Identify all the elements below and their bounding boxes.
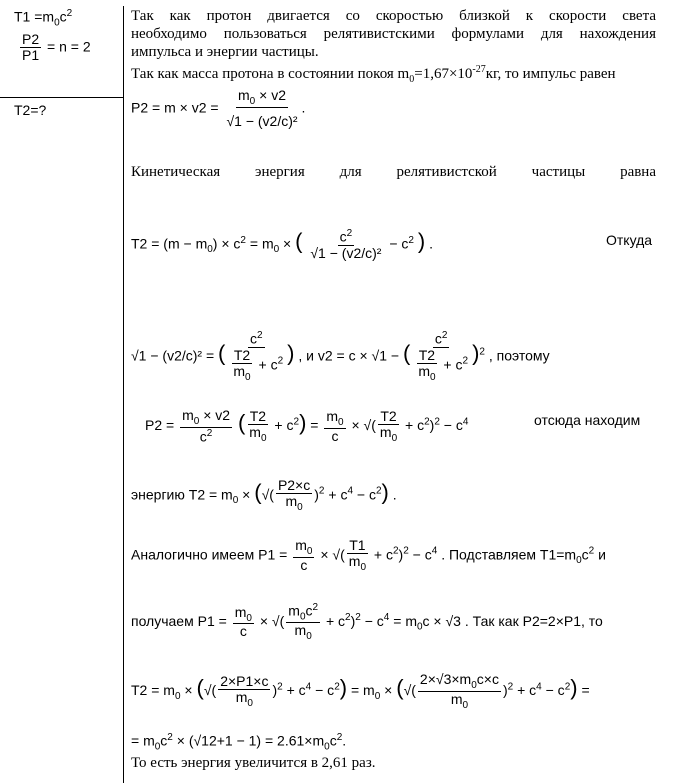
formula-t2: $T2 = m_0$ × (√( $\frac{2\times P1\times c}{m_0}$ )$^2 + c^4 - c^2) = m_0$ × (√( $\frac{2\times√3\times m_0c\times c}{m_0}$ )$^2 + c^4 - c^2$) = [131,671,590,711]
given-t1-sup: 2 [66,8,73,19]
given-t1 [14,8,72,28]
formula-p1: получаем P1 = $\frac{m_0}{c}$ × √( $\frac{m_0c^2}{m_0}$ + $c^2)^2 - c^4 = m_0c \times √3$ . Так как P2=2×P1, то [131,602,603,643]
p4-c: кг, то импульс равен [485,66,616,82]
para-line-4 [131,64,656,85]
ratio-num: P2 [22,31,40,47]
poluchaem: получаем [131,612,194,629]
formula-root: √1 − (v2/c)² = ( $c^2$ $\frac{T2}{m_0}$ + $c^2$ ) , и v2 = c × √1 − ( $c^2$ $\frac{T2}{m_0}$ + $c^2$ )$^2$ , поэтому [131,330,550,384]
formula-result: = $m_0c^2 \times (√12+1 - 1) = 2.61\times m_0c^2$. [131,732,347,753]
f1-den: √1 − (v2/c)² [226,112,298,129]
f6-res-tail: c × √3 [422,612,461,629]
f2-lhs: T2 = (m − m [131,235,208,252]
energiyu: энергию T2 = m [131,486,233,503]
otsyuda-label: отсюда находим [534,412,641,428]
conclusion: То есть энергия увеличится в 2,61 раз. [131,755,376,771]
f7-mid: = m [350,682,375,698]
f7-lhs: T2 = m [131,682,175,698]
p4-a: Так как масса протона в состоянии покоя m [131,66,410,82]
f6-res: = m [393,612,417,629]
result-a: = m [131,732,155,749]
given-divider [0,97,123,98]
p4-sub: 0 [409,74,415,85]
otkuda-label: Откуда [606,232,653,248]
i-v2: , и v2 = c × [298,347,368,364]
analog-b: . Подставляем T1=m [441,546,577,563]
column-divider [123,6,124,783]
formula-analog: Аналогично имеем P1 = $\frac{m_0}{c}$ × √( $\frac{T1}{m_0}$ + $c^2)^2 - c^4$ . Подставляем $T1=m_0c^2$ и [131,537,606,574]
result-tail: c [160,732,168,749]
f6-p1: P1 = [197,612,227,629]
result-end: . [342,732,347,749]
formula-kinetic: $T2 = (m - m_0) \times c^2 = m_0$ × ( $\frac{c^2}{\text{√1 − (v2/c)²}}$ − $c^2$ ) . [131,228,433,262]
para-line-3: импульса и энергии частицы. [131,44,319,60]
f4-lhs: P2 = [145,417,175,434]
formula-momentum: P2 = m × v2 = $\frac{m_0 \times v2}{\text{√1 − (v2/c)²}}$ . [131,87,306,129]
f2-tail: × [279,235,292,252]
analog-d: и [594,546,606,563]
formula-p2: P2 = $\frac{m_0 \times v2}{c^2}$ ( $\frac{T2}{m_0}$ + $c^2$) = $\frac{m_0}{c}$ × √( $\frac{T2}{m_0}$ + $c^2)^2 - c^4$ [145,407,469,445]
f2-eq: = m [245,235,274,252]
ratio-den: P1 [22,47,40,64]
tak-kak: . Так как P2=2×P1, то [464,612,603,629]
para-line-2: необходимо пользоваться релятивистскими формулами для нахождения [131,26,656,42]
f1-lhs: P2 = m × v2 = [131,99,219,116]
f1-num: m [238,87,250,103]
given-t1-sub: 0 [54,17,60,29]
para-line-5: Кинетическая энергия для релятивистской частицы равна [131,164,656,180]
analog-c: c [581,546,589,563]
given-t1-tail: c [59,8,67,25]
ratio-eq: = n = 2 [47,38,91,55]
result-c: c [329,732,337,749]
given-t1-text: T1 =m [14,8,55,25]
poetomu: , поэтому [488,347,550,364]
p4-sup: -27 [472,64,486,75]
f3-lhs: √1 − (v2/c)² = [131,347,215,364]
f5-p1: P1 = [258,546,288,563]
analog-a: Аналогично имеем [131,546,255,563]
f1-num-tail: × v2 [255,87,286,103]
para-line-1: Так как протон двигается со скоростью близкой к скорости света [131,8,656,24]
given-ratio [18,32,91,64]
formula-energy: энергию $T2 = m_0$ × (√( $\frac{P2\times c}{m_0}$ )$^2 + c^4 - c^2$) . [131,477,397,514]
p4-b: =1,67×10 [414,66,473,82]
result-b: × (√12+1 − 1) = 2.61×m [176,732,325,749]
f2-mid: ) × c [212,235,241,252]
given-find: T2=? [14,102,47,118]
